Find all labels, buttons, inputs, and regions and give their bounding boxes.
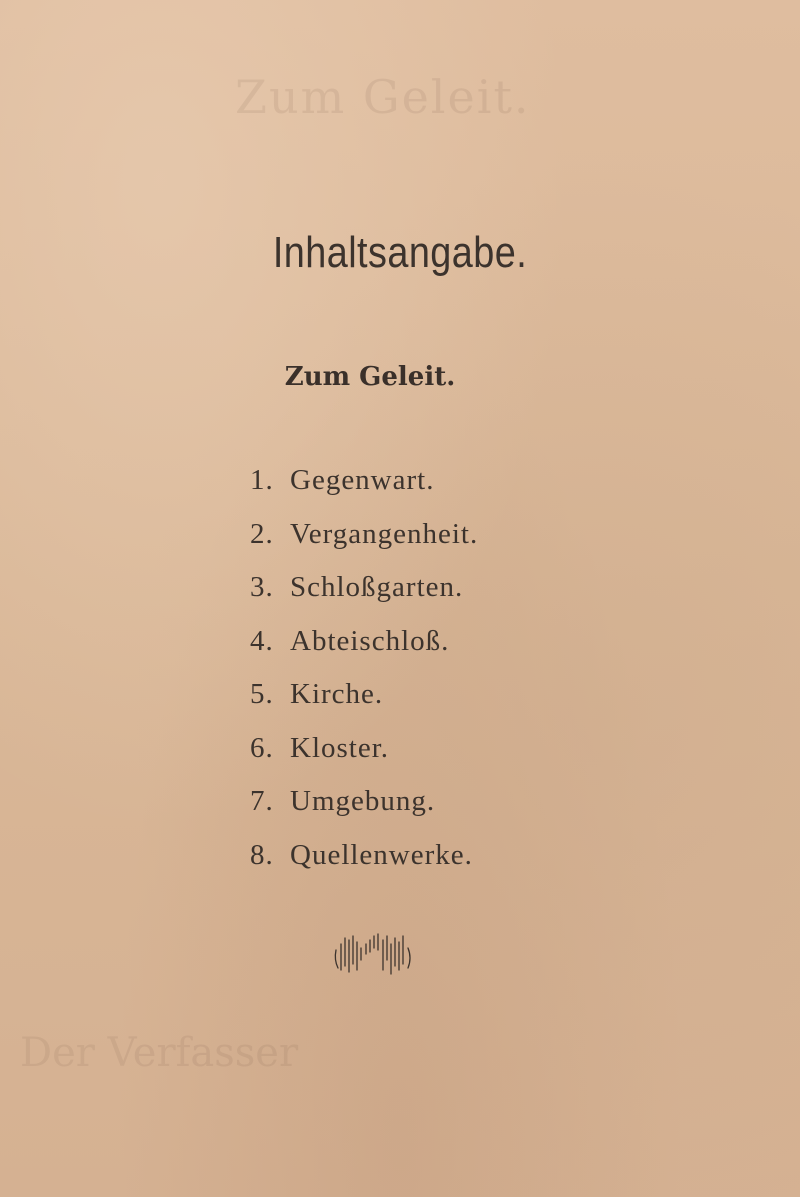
decorative-vignette-icon [332,930,416,976]
toc-entry [250,460,478,514]
toc-label: Kirche. [290,678,384,710]
section-heading: Zum Geleit. [284,362,456,392]
toc-number: 7. [250,785,274,817]
toc-entry [250,621,478,675]
toc-number: 3. [250,571,274,603]
toc-label: Umgebung. [290,785,436,817]
toc-entry [250,728,478,782]
toc-label: Abteischloß. [290,624,450,657]
table-of-contents [250,460,478,888]
toc-number: 8. [250,838,274,871]
toc-label: Vergangenheit. [290,517,479,550]
toc-label: Gegenwart. [290,464,435,496]
toc-label: Kloster. [290,731,390,764]
toc-entry [250,835,478,889]
show-through-title: Zum Geleit. [235,70,531,124]
toc-number: 1. [250,464,274,496]
toc-label: Quellenwerke. [290,838,473,871]
toc-entry [250,567,478,621]
page-title: Inhaltsangabe. [272,228,528,277]
toc-number: 5. [250,678,274,710]
toc-entry [250,674,478,728]
toc-number: 6. [250,731,274,764]
toc-entry [250,781,478,835]
toc-entry [250,514,478,568]
show-through-signature: Der Verfasser [20,1030,299,1076]
toc-label: Schloßgarten. [290,571,464,603]
toc-number: 4. [250,624,274,657]
toc-number: 2. [250,517,274,550]
